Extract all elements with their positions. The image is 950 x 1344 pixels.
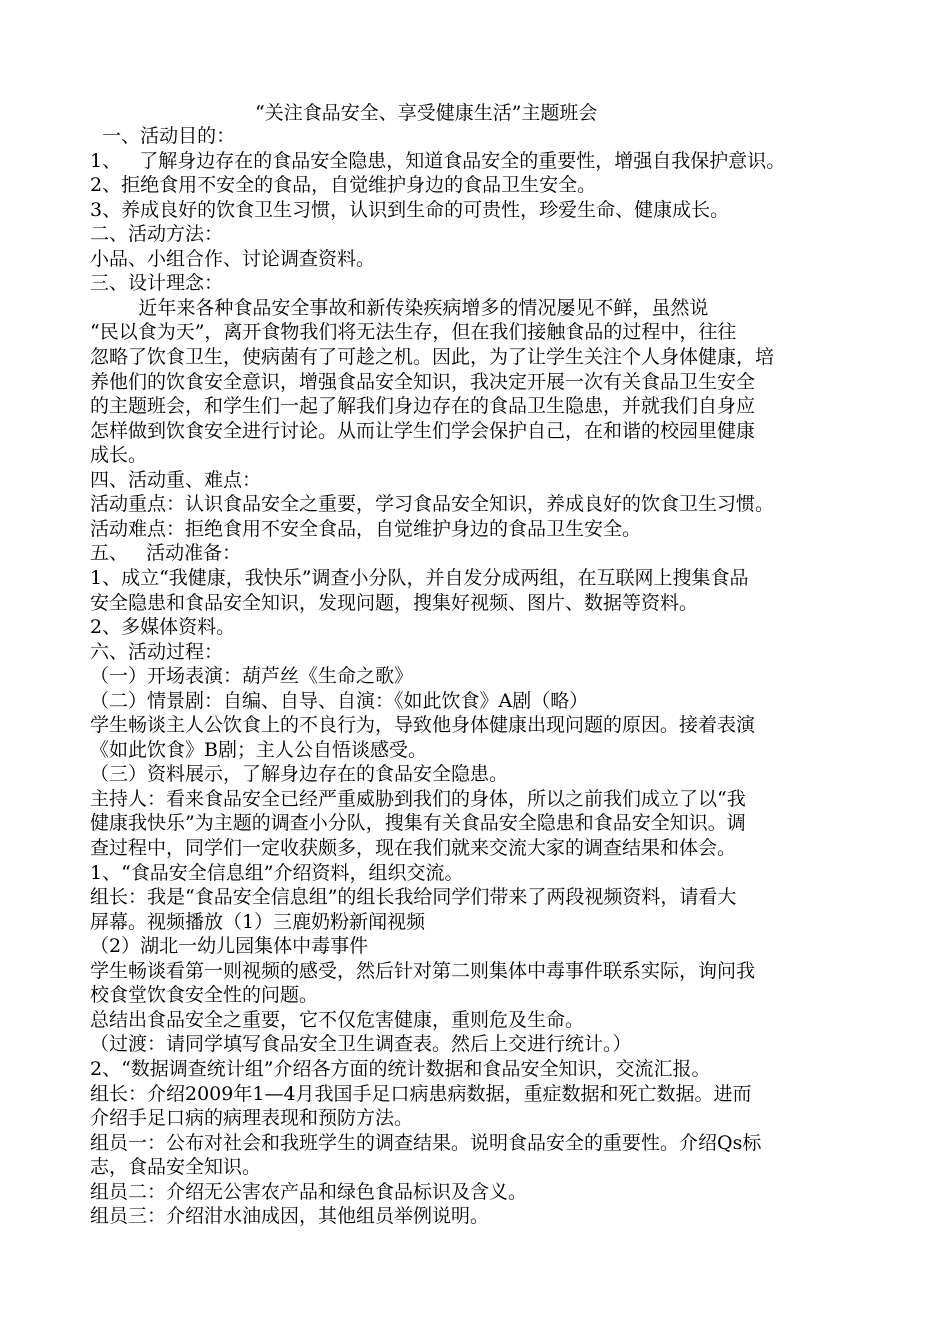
document-line: 安全隐患和食品安全知识，发现问题，搜集好视频、图片、数据等资料。 bbox=[90, 591, 699, 614]
document-line: 学生畅谈看第一则视频的感受，然后针对第二则集体中毒事件联系实际，询问我 bbox=[90, 959, 756, 982]
document-line: 四、活动重、难点： bbox=[90, 468, 262, 491]
document-line: 志，食品安全知识。 bbox=[90, 1156, 262, 1179]
document-line: 六、活动过程： bbox=[90, 640, 224, 663]
document-line: 学生畅谈主人公饮食上的不良行为，导致他身体健康出现问题的原因。接着表演 bbox=[90, 714, 756, 737]
document-line: 1、成立“我健康，我快乐”调查小分队，并自发分成两组，在互联网上搜集食品 bbox=[90, 566, 749, 589]
document-line: （过渡：请同学填写食品安全卫生调查表。然后上交进行统计。） bbox=[90, 1033, 632, 1056]
document-line: 小品、小组合作、讨论调查资料。 bbox=[90, 247, 376, 270]
document-line: 《如此饮食》B剧；主人公自悟谈感受。 bbox=[90, 738, 427, 761]
document-line: 2、拒绝食用不安全的食品，自觉维护身边的食品卫生安全。 bbox=[90, 174, 597, 197]
document-line: 主持人：看来食品安全已经严重威胁到我们的身体，所以之前我们成立了以“我 bbox=[90, 787, 746, 810]
document-line: “民以食为天”，离开食物我们将无法生存，但在我们接触食品的过程中，往往 bbox=[90, 321, 737, 344]
document-line: （一）开场表演：葫芦丝《生命之歌》 bbox=[90, 665, 414, 688]
document-line: 屏幕。视频播放（1）三鹿奶粉新闻视频 bbox=[90, 910, 426, 933]
document-line: 查过程中，同学们一定收获颇多，现在我们就来交流大家的调查结果和体会。 bbox=[90, 837, 737, 859]
document-line: 组员二：介绍无公害农产品和绿色食品标识及含义。 bbox=[90, 1180, 528, 1203]
document-line: 组长：我是“食品安全信息组”的组长我给同学们带来了两段视频资料，请看大 bbox=[90, 886, 737, 909]
document-line: （二）情景剧：自编、自导、自演：《如此饮食》A剧（略） bbox=[90, 689, 589, 712]
document-line: 一、活动目的： bbox=[90, 125, 236, 147]
document-line: 近年来各种食品安全事故和新传染疾病增多的情况屡见不鲜，虽然说 bbox=[90, 296, 709, 319]
document-line: 2、“数据调查统计组”介绍各方面的统计数据和食品安全知识，交流汇报。 bbox=[90, 1057, 711, 1080]
document-line: 1、“食品安全信息组”介绍资料，组织交流。 bbox=[90, 861, 464, 884]
document-line: 总结出食品安全之重要，它不仅危害健康，重则危及生命。 bbox=[90, 1008, 585, 1031]
document-line: 组员一：公布对社会和我班学生的调查结果。说明食品安全的重要性。介绍Qs标 bbox=[90, 1131, 762, 1154]
document-line: （三）资料展示，了解身边存在的食品安全隐患。 bbox=[90, 763, 509, 786]
document-line: 养他们的饮食安全意识，增强食品安全知识，我决定开展一次有关食品卫生安全 bbox=[90, 370, 756, 393]
document-line: 五、 活动准备： bbox=[90, 542, 242, 565]
document-line: 忽略了饮食卫生，使病菌有了可趁之机。因此，为了让学生关注个人身体健康，培 bbox=[90, 346, 775, 368]
document-line: 组长：介绍2009年1—4月我国手足口病患病数据，重症数据和死亡数据。进而 bbox=[90, 1082, 752, 1105]
document-line: 组员三：介绍泔水油成因，其他组员举例说明。 bbox=[90, 1205, 490, 1228]
document-line: 介绍手足口病的病理表现和预防方法。 bbox=[90, 1107, 414, 1129]
document-line: 三、设计理念： bbox=[90, 272, 224, 295]
document-line: 3、养成良好的饮食卫生习惯，认识到生命的可贵性，珍爱生命、健康成长。 bbox=[90, 198, 730, 221]
document-line: 2、多媒体资料。 bbox=[90, 616, 236, 638]
document-line: 1、 了解身边存在的食品安全隐患，知道食品安全的重要性，增强自我保护意识。 bbox=[90, 149, 786, 172]
document-line: 健康我快乐”为主题的调查小分队，搜集有关食品安全隐患和食品安全知识。调 bbox=[90, 812, 746, 835]
document-line: 活动重点：认识食品安全之重要，学习食品安全知识，养成良好的饮食卫生习惯。 bbox=[90, 493, 775, 516]
document-line: 的主题班会，和学生们一起了解我们身边存在的食品卫生隐患，并就我们自身应 bbox=[90, 395, 756, 418]
document-line: 校食堂饮食安全性的问题。 bbox=[90, 984, 319, 1007]
document-line: 成长。 bbox=[90, 444, 148, 467]
document-line: 怎样做到饮食安全进行讨论。从而让学生们学会保护自己，在和谐的校园里健康 bbox=[90, 419, 756, 442]
document-title: “关注食品安全、享受健康生活”主题班会 bbox=[255, 102, 598, 124]
document-line: 活动难点：拒绝食用不安全食品，自觉维护身边的食品卫生安全。 bbox=[90, 517, 642, 540]
document-line: （2）湖北一幼儿园集体中毒事件 bbox=[90, 935, 369, 958]
document-line: 二、活动方法： bbox=[90, 223, 224, 246]
